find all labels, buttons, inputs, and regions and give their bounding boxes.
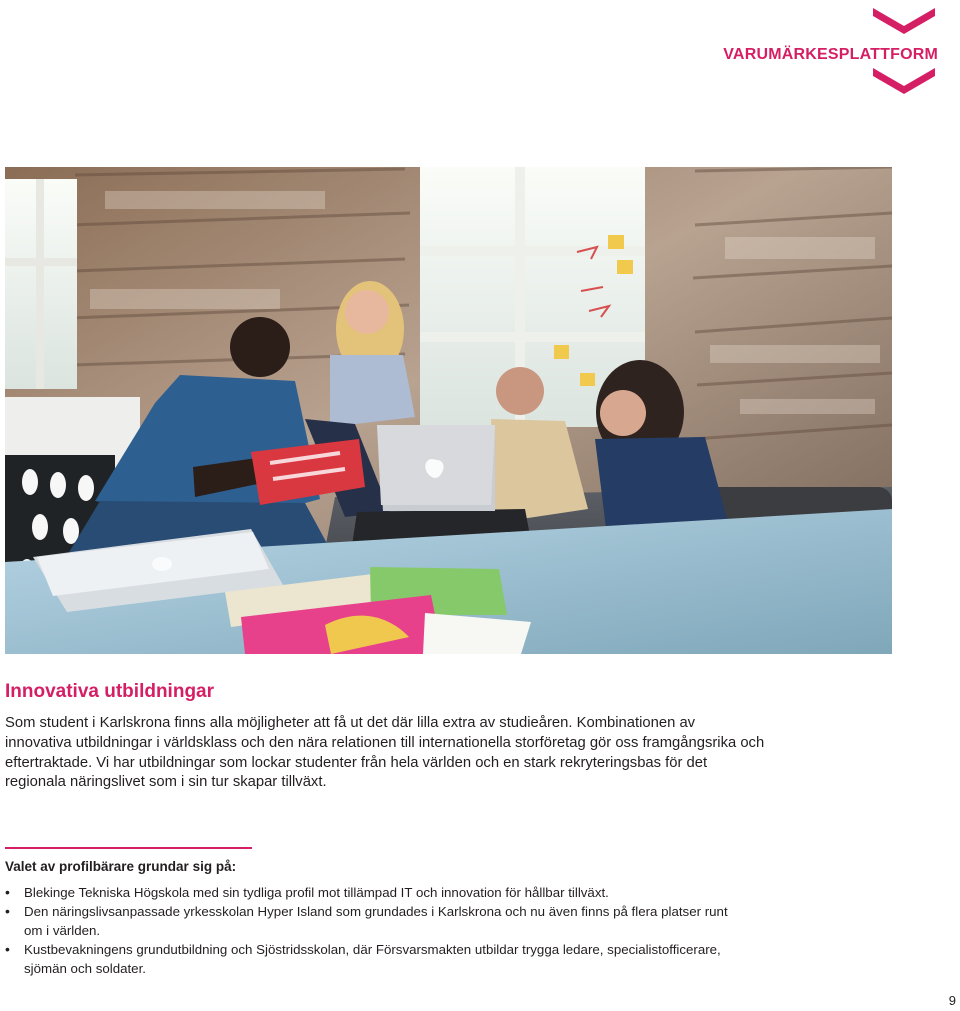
brand-title: VARUMÄRKESPLATTFORM <box>723 46 938 63</box>
intro-paragraph: Som student i Karlskrona finns alla möjligheter att få ut det där lilla extra av studieåren. Kombinationen av innovativa utbildningar i världsklass och den nära relationen till internationella storföretag gör oss framgångsrika och eftertraktade. Vi har utbildningar som lockar studenter från hela världen och en stark rekryteringsbas för det regionala näringslivet som i sin tur skapar tillväxt. <box>5 715 765 791</box>
list-item: • Blekinge Tekniska Högskola med sin tydliga profil mot tillämpad IT och innovation för hållbar tillväxt. <box>5 883 735 902</box>
group-study-photo <box>5 167 892 654</box>
brand-header <box>708 6 938 98</box>
chevron-down-icon <box>871 6 937 34</box>
list-heading: Valet av profilbärare grundar sig på: <box>5 859 237 874</box>
list-item: • Kustbevakningens grundutbildning och Sjöstridsskolan, där Försvarsmakten utbildar trygga ledare, specialistofficerare, sjömän och soldater. <box>5 940 735 978</box>
page-number: 9 <box>948 993 956 1008</box>
list-item: • Den näringslivsanpassade yrkesskolan Hyper Island som grundades i Karlskrona och nu även finns på flera platser runt om i världen. <box>5 902 735 940</box>
profile-bearers-list <box>5 883 735 978</box>
section-divider <box>5 847 252 849</box>
section-title: Innovativa utbildningar <box>5 681 215 702</box>
chevron-down-icon <box>871 66 937 94</box>
